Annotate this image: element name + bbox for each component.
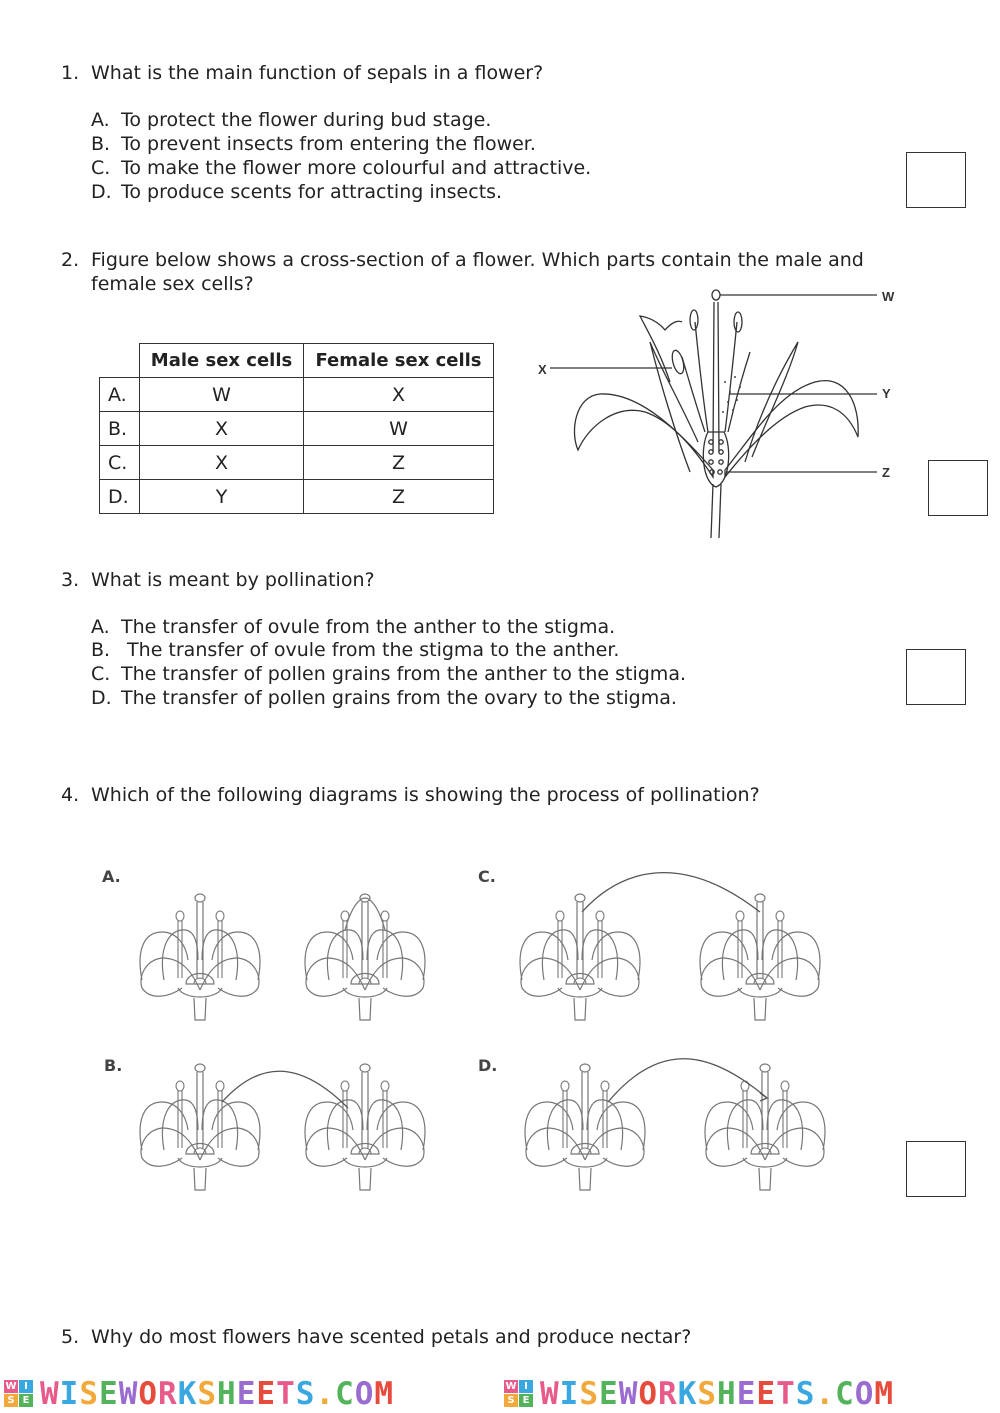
diagram-label-a: A. bbox=[102, 867, 121, 886]
option-letter: C. bbox=[91, 663, 111, 685]
arrow-head-icon bbox=[760, 1093, 767, 1101]
option-text: To make the flower more colourful and attractive. bbox=[121, 157, 592, 179]
row-label: B. bbox=[100, 412, 140, 446]
logo-letter: W bbox=[5, 1381, 17, 1392]
flower-diagram bbox=[305, 1064, 425, 1190]
option-letter: B. bbox=[91, 639, 111, 661]
question-text: Figure below shows a cross-section of a flower. Which parts contain the male and bbox=[91, 249, 864, 271]
answer-box-4[interactable] bbox=[906, 1141, 966, 1197]
logo-letter: W bbox=[505, 1381, 517, 1392]
question-5 bbox=[61, 1325, 941, 1349]
question-text: Why do most flowers have scented petals and produce nectar? bbox=[91, 1326, 692, 1348]
male-cell: X bbox=[140, 412, 304, 446]
logo-letter: E bbox=[519, 1394, 533, 1407]
footer-watermark bbox=[0, 1374, 1000, 1413]
diagram-label-c: C. bbox=[478, 867, 496, 886]
logo-letter: I bbox=[19, 1380, 33, 1393]
row-label: A. bbox=[100, 378, 140, 412]
option-text: The transfer of pollen grains from the ovary to the stigma. bbox=[121, 687, 677, 709]
female-cell: Z bbox=[304, 480, 494, 514]
option-text: To produce scents for attracting insects. bbox=[121, 181, 503, 203]
logo-letter: S bbox=[504, 1394, 518, 1407]
option-letter: D. bbox=[91, 687, 112, 709]
option-text: To protect the flower during bud stage. bbox=[121, 109, 492, 131]
brand-logo bbox=[4, 1376, 395, 1412]
flower-diagram bbox=[140, 1064, 260, 1190]
female-cell: Z bbox=[304, 446, 494, 480]
option-letter: D. bbox=[91, 181, 112, 203]
column-header-female: Female sex cells bbox=[304, 344, 494, 378]
figure-label-z: Z bbox=[882, 465, 890, 480]
option-letter: C. bbox=[91, 157, 111, 179]
flower-diagram bbox=[700, 894, 820, 1020]
female-cell: W bbox=[304, 412, 494, 446]
question-text-continued: female sex cells? bbox=[91, 273, 254, 295]
question-text: What is meant by pollination? bbox=[91, 569, 375, 591]
question-text: What is the main function of sepals in a flower? bbox=[91, 62, 544, 84]
flower-diagram bbox=[140, 894, 260, 1020]
row-label: C. bbox=[100, 446, 140, 480]
question-number: 3. bbox=[61, 569, 80, 591]
option-text: To prevent insects from entering the flower. bbox=[121, 133, 536, 155]
option-text: The transfer of ovule from the anther to the stigma. bbox=[121, 616, 616, 638]
brand-text: WISEWORKSHEETS.COM bbox=[540, 1376, 895, 1412]
diagram-label-d: D. bbox=[478, 1056, 498, 1075]
question-text: Which of the following diagrams is showing the process of pollination? bbox=[91, 784, 760, 806]
brand-text: WISEWORKSHEETS.COM bbox=[40, 1376, 395, 1412]
male-cell: X bbox=[140, 446, 304, 480]
diagram-label-b: B. bbox=[104, 1056, 123, 1075]
brand-logo-icon bbox=[4, 1380, 34, 1408]
logo-letter: E bbox=[19, 1394, 33, 1407]
option-letter: B. bbox=[91, 133, 111, 155]
option-letter: A. bbox=[91, 616, 110, 638]
male-cell: Y bbox=[140, 480, 304, 514]
logo-letter: S bbox=[4, 1394, 18, 1407]
flower-diagram bbox=[520, 894, 640, 1020]
question-number: 4. bbox=[61, 784, 80, 806]
option-letter: A. bbox=[91, 109, 110, 131]
question-number: 2. bbox=[61, 249, 80, 271]
female-cell: X bbox=[304, 378, 494, 412]
row-label: D. bbox=[100, 480, 140, 514]
male-cell: W bbox=[140, 378, 304, 412]
question-number: 1. bbox=[61, 62, 80, 84]
brand-logo bbox=[504, 1376, 895, 1412]
pollen-path-a bbox=[345, 898, 385, 930]
figure-label-w: W bbox=[882, 289, 895, 304]
figure-label-y: Y bbox=[882, 386, 891, 401]
flower-diagram bbox=[705, 1064, 825, 1190]
brand-logo-icon bbox=[504, 1380, 534, 1408]
option-text: The transfer of ovule from the stigma to the anther. bbox=[121, 639, 620, 661]
option-text: The transfer of pollen grains from the anther to the stigma. bbox=[121, 663, 686, 685]
logo-letter: I bbox=[519, 1380, 533, 1393]
flower-diagram bbox=[305, 894, 425, 1020]
column-header-male: Male sex cells bbox=[140, 344, 304, 378]
pollen-path-c bbox=[582, 873, 760, 912]
question-number: 5. bbox=[61, 1326, 80, 1348]
figure-label-x: X bbox=[538, 362, 547, 377]
